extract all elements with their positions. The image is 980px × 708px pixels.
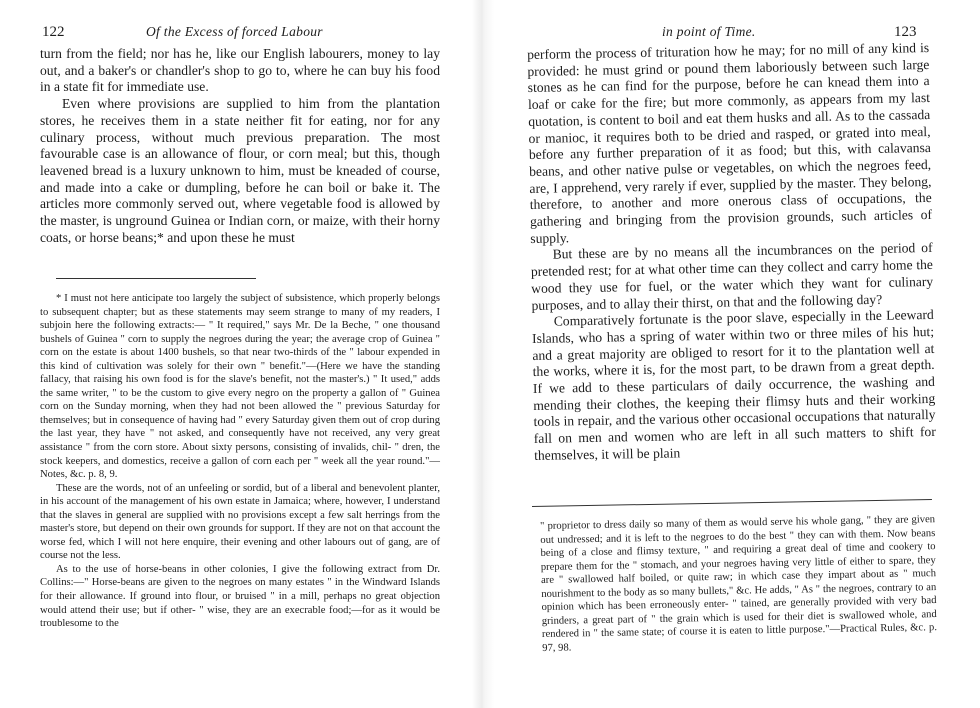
footnote-rule bbox=[532, 499, 932, 507]
footnote-paragraph: * I must not here anticipate too largely the subject of subsistence, which properly belongs to subsequent chapter; but as these statements may seem strange to many of my readers, I subjoin here the following extracts:— " It required," says Mr. De la Beche, " one thousand bushels of Guinea " corn to supply the negroes during the year; the average crop of Guinea " corn on the estate is about 1400 bushels, so that near two-thirds of the " labour expended in this kind of cultivation was solely for their own " benefit."—(Here we have the standing fallacy, that raising his own food is for the slave's benefit, not the master's.) " It used," adds the same writer, " to be the custom to give every negro on the property a gallon of " Guinea corn on the Sunday morning, when they had not been allowed the " previous Saturday for themselves; but in consequence of having had " every Saturday given them out of crop during the last year, they have " not asked, and consequently have not received, any very great assistance " from the corn store. About sixty persons, consisting of invalids, chil- " dren, the stock keepers, and domestics, receive a gallon of corn each per " week all the year round."—Notes, &c. p. 8, 9. bbox=[40, 293, 440, 481]
page-number: 122 bbox=[42, 24, 65, 40]
body-paragraph: But these are by no means all the incumbrances on the period of pretended rest; for at what other time can they collect and carry home the wood they use for fuel, or the water which they want for culinary purposes, and to allay their thirst, on that and the following day? bbox=[530, 240, 934, 313]
body-paragraph: Comparatively fortunate is the poor slave, especially in the Leeward Islands, who has a spring of water within two or three miles of his hut; and a great majority are obliged to resort for it to the plantation well at the works, where it is, for the most part, to be drawn from a great depth. If we add to these particulars of daily occurrence, the washing and mending their clothes, the keeping their flimsy huts and their working tools in repair, and the various other occasional occupations that naturally fall on men and women who are left in all such matters to shift for themselves, it will be plain bbox=[531, 307, 936, 463]
footnote-paragraph: As to the use of horse-beans in other colonies, I give the following extract from Dr. Collins:—" Horse-beans are given to the negroes on many estates " in the Windward Islands for their allowance. If ground into flour, or bruised " in a mill, perhaps no great objection would attend their use; but if other- " wise, they are an execrable food;—for as it would be troublesome to the bbox=[40, 563, 440, 630]
footnote bbox=[540, 513, 937, 655]
body-text bbox=[527, 40, 936, 465]
footnote-rule bbox=[56, 278, 256, 279]
left-page bbox=[0, 0, 474, 708]
body-text bbox=[40, 46, 440, 246]
right-page bbox=[492, 0, 980, 708]
footnote-paragraph: These are the words, not of an unfeeling or sordid, but of a liberal and benevolent planter, in his account of the management of his own estate in Jamaica; where, however, I understand that the slaves in general are supplied with no provisions except a few salt herrings from the master's store, but depend on their own grounds for support. If they are not on that account the worse fed, which I will not here enquire, their evening and other labours out of gang, are of course not the less. bbox=[40, 482, 440, 562]
footnote bbox=[40, 292, 440, 631]
footnote-paragraph: " proprietor to dress daily so many of them as would serve his whole gang, " they are given out undressed; and it is left to the negroes to do the best " they can with them. Now beans being of a close and flimsy texture, " and requiring a great deal of time and cookery to prepare them for the " stomach, and your negroes having very little of either to spare, they are " swallowed half boiled, or quite raw; in which case they impart about as " much nourishment to the body as so many bullets," &c. He adds, " As " the negroes, contrary to an opinion which has been erroneously enter- " tained, are generally provided with very bad grinders, a great part of " the grain which is used for their diet is swallowed whole, and rendered in " the same state; of course it is eaten to little purpose."—Practical Rules, &c. p. 97, 98. bbox=[540, 514, 938, 654]
running-head: in point of Time. bbox=[662, 24, 756, 39]
body-paragraph: perform the process of trituration how he may; for no mill of any kind is provided: he must grind or pound them laboriously between such large stones as he can find for the purpose, before he can knead them into a loaf or cake for the fire; but more commonly, as appears from my last quotation, is content to boil and eat them husks and all. As to the cassada or manioc, it requires both to be dried and rasped, or grated into meal, before any further preparation of it as food; but this, with calavansa beans, and other native pulse or vegetables, on which the negroes feed, are, I apprehend, very rarely if ever, supplied by the master. They belong, therefore, to another and more onerous class of occupations, the gathering and bringing from the provision grounds, such articles of supply. bbox=[527, 39, 933, 246]
book-gutter bbox=[472, 0, 494, 708]
body-paragraph: turn from the field; nor has he, like our English labourers, money to lay out, and a baker's or chandler's shop to go to, where he can buy his food in a state fit for immediate use. bbox=[40, 46, 440, 95]
running-head: Of the Excess of forced Labour bbox=[146, 24, 323, 39]
page-number: 123 bbox=[894, 24, 917, 40]
body-paragraph: Even where provisions are supplied to him from the plantation stores, he receives them in a state neither fit for eating, nor for any culinary process, without much previous preparation. The most favourable case is an allowance of flour, or corn meal; but this, though leavened bread is a luxury unknown to him, must be kneaded of course, and made into a cake or dumpling, before he can boil or bake it. The articles more commonly served out, where vegetable food is allowed by the master, is unground Guinea or Indian corn, or maize, with their horny coats, or horse beans;* and upon these he must bbox=[40, 96, 440, 245]
